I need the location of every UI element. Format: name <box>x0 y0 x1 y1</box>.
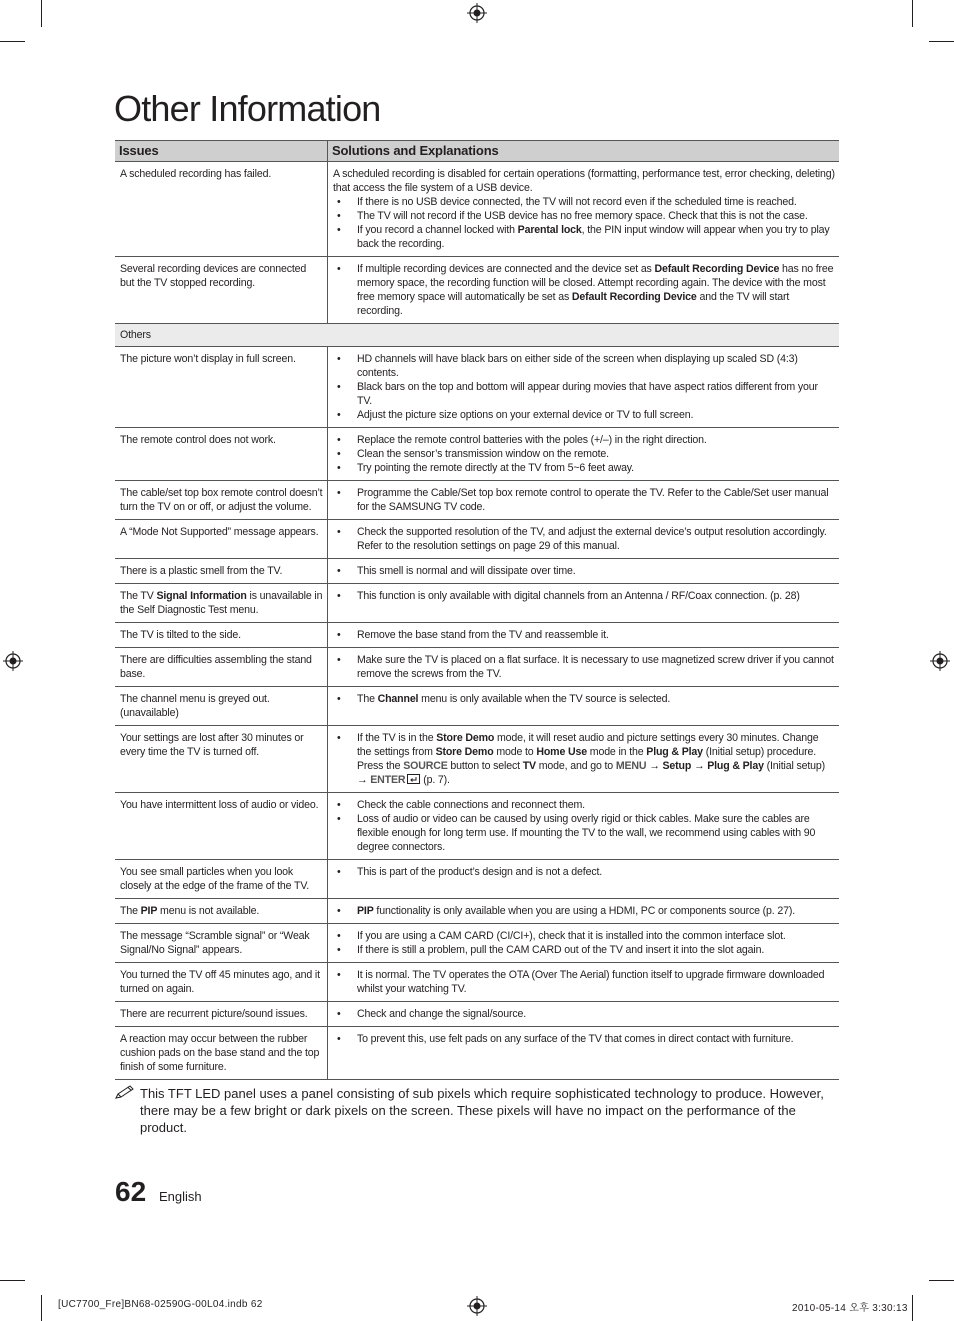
menu-term: Home Use <box>536 746 587 758</box>
footnote-text: This TFT LED panel uses a panel consisting of sub pixels which require sophisticated technology to produce. However, there may be a few bright or dark pixels on the screen. These pixels will have no impact on the performance of the product. <box>140 1086 824 1135</box>
issue-cell: The channel menu is greyed out. (unavailable) <box>115 687 328 726</box>
solution-cell <box>328 257 840 324</box>
menu-term: Channel <box>377 693 419 705</box>
solution-bullet: • Replace the remote control batteries with the poles (+/–) in the right direction. <box>357 433 835 447</box>
solution-cell <box>328 428 840 481</box>
footnote <box>115 1085 839 1136</box>
issue-cell: You turned the TV off 45 minutes ago, and it turned on again. <box>115 963 328 1002</box>
solution-cell <box>328 648 840 687</box>
issue-cell: The remote control does not work. <box>115 428 328 481</box>
issue-cell: The message “Scramble signal” or “Weak Signal/No Signal” appears. <box>115 924 328 963</box>
table-row <box>115 924 839 963</box>
menu-term: Default Recording Device <box>571 291 697 303</box>
table-row <box>115 860 839 899</box>
solution-cell <box>328 347 840 428</box>
solution-list <box>333 904 835 918</box>
solution-cell <box>328 726 840 793</box>
solution-bullet: • The TV will not record if the USB device has no free memory space. Check that this is not the case. <box>357 209 835 223</box>
solution-bullet: • Try pointing the remote directly at the TV from 5~6 feet away. <box>357 461 835 475</box>
crop-mark <box>0 1280 25 1281</box>
menu-term: TV <box>522 760 536 772</box>
header-solutions: Solutions and Explanations <box>328 141 840 162</box>
solution-bullet: • HD channels will have black bars on either side of the screen when displaying up scaled SD (4:3) contents. <box>357 352 835 380</box>
solution-bullet: • If multiple recording devices are connected and the device set as Default Recording Device has no free memory space, the recording function will be closed. Attempt recording again. The device with the most free memory space will automatically be set as Default Recording Device and the TV will start recording. <box>357 262 835 318</box>
menu-term: Store Demo <box>436 732 495 744</box>
solution-cell <box>328 162 840 257</box>
solution-cell <box>328 1027 840 1080</box>
table-row <box>115 623 839 648</box>
solution-list <box>333 195 835 251</box>
solution-list <box>333 486 835 514</box>
solution-bullet: • Check the supported resolution of the TV, and adjust the external device’s output resolution accordingly. Refer to the resolution settings on page 29 of this manual. <box>357 525 835 553</box>
solution-list <box>333 1032 835 1046</box>
enter-icon <box>407 774 420 784</box>
table-row <box>115 726 839 793</box>
crop-mark <box>41 1295 42 1321</box>
crop-mark <box>0 41 25 42</box>
issue-cell: There are recurrent picture/sound issues. <box>115 1002 328 1027</box>
print-date-info: 2010-05-14 오후 3:30:13 <box>792 1303 908 1314</box>
solution-bullet: • Check the cable connections and reconnect them. <box>357 798 835 812</box>
issue-cell: The PIP menu is not available. <box>115 899 328 924</box>
menu-term: Parental lock <box>517 224 582 236</box>
table-row <box>115 1002 839 1027</box>
table-row <box>115 648 839 687</box>
solution-cell <box>328 623 840 648</box>
menu-term: Store Demo <box>435 746 494 758</box>
print-file-info: [UC7700_Fre]BN68-02590G-00L04.indb 62 <box>58 1299 263 1310</box>
solution-list <box>333 628 835 642</box>
crop-mark <box>912 1295 913 1321</box>
solution-bullet: • It is normal. The TV operates the OTA (Over The Aerial) function itself to upgrade firmware downloaded whilst your watching TV. <box>357 968 835 996</box>
page-title: Other Information <box>114 88 381 129</box>
solution-bullet: • Check and change the signal/source. <box>357 1007 835 1021</box>
registration-mark-icon <box>3 651 23 671</box>
solution-bullet: • Loss of audio or video can be caused by using overly rigid or thick cables. Make sure the cables are flexible enough for long term use. If mounting the TV to the wall, we recommend using cables with 90 degree connectors. <box>357 812 835 854</box>
menu-term: PIP <box>357 905 374 917</box>
solution-bullet: • If the TV is in the Store Demo mode, it will reset audio and picture settings every 30 minutes. Change the settings from Store Demo mode to Home Use mode in the Plug & Play (Initial setup) procedure. Press the SOURCE button to select TV mode, and go to MENU → Setup → Plug & Play (Initial setup) → ENTER (p. 7). <box>357 731 835 787</box>
table-row <box>115 793 839 860</box>
section-label: Others <box>115 324 839 347</box>
solution-cell <box>328 963 840 1002</box>
issue-cell: The TV Signal Information is unavailable in the Self Diagnostic Test menu. <box>115 584 328 623</box>
solution-bullet: • PIP functionality is only available when you are using a HDMI, PC or components source (p. 27). <box>357 904 835 918</box>
solution-cell <box>328 687 840 726</box>
solution-cell <box>328 520 840 559</box>
solution-list <box>333 798 835 854</box>
solution-cell <box>328 860 840 899</box>
solution-bullet: • This smell is normal and will dissipate over time. <box>357 564 835 578</box>
registration-mark-icon <box>467 1296 487 1316</box>
section-row-others <box>115 324 839 347</box>
menu-term: Signal Information <box>156 590 247 602</box>
issue-cell: A reaction may occur between the rubber cushion pads on the base stand and the top finish of some furniture. <box>115 1027 328 1080</box>
table-row <box>115 520 839 559</box>
issue-cell: A “Mode Not Supported” message appears. <box>115 520 328 559</box>
solution-bullet: • If you are using a CAM CARD (CI/CI+), check that it is installed into the common interface slot. <box>357 929 835 943</box>
pencil-note-icon <box>115 1085 135 1099</box>
table-row <box>115 481 839 520</box>
menu-term: Plug & Play <box>707 760 764 772</box>
solution-list <box>333 1007 835 1021</box>
solution-list <box>333 929 835 957</box>
issue-cell: A scheduled recording has failed. <box>115 162 328 257</box>
page-number: 62 <box>115 1176 147 1207</box>
registration-mark-icon <box>467 3 487 23</box>
solution-intro: A scheduled recording is disabled for certain operations (formatting, performance test, error checking, deleting) that access the file system of a USB device. <box>333 168 835 194</box>
issue-cell: The picture won’t display in full screen. <box>115 347 328 428</box>
solution-list <box>333 262 835 318</box>
table-row <box>115 899 839 924</box>
solution-cell <box>328 584 840 623</box>
solution-bullet: • To prevent this, use felt pads on any surface of the TV that comes in direct contact with furniture. <box>357 1032 835 1046</box>
issue-cell: You see small particles when you look closely at the edge of the frame of the TV. <box>115 860 328 899</box>
solution-bullet: • If there is no USB device connected, the TV will not record even if the scheduled time is reached. <box>357 195 835 209</box>
table-row <box>115 584 839 623</box>
solution-list <box>333 968 835 996</box>
button-term: MENU <box>615 760 647 772</box>
issue-cell: Your settings are lost after 30 minutes or every time the TV is turned off. <box>115 726 328 793</box>
solution-bullet: • If you record a channel locked with Parental lock, the PIN input window will appear when you try to play back the recording. <box>357 223 835 251</box>
solution-list <box>333 433 835 475</box>
solution-list <box>333 352 835 422</box>
registration-mark-icon <box>930 651 950 671</box>
table-row <box>115 162 839 257</box>
solution-bullet: • Remove the base stand from the TV and reassemble it. <box>357 628 835 642</box>
solution-cell <box>328 793 840 860</box>
solution-cell <box>328 481 840 520</box>
solution-list <box>333 589 835 603</box>
table-row <box>115 687 839 726</box>
table-row <box>115 1027 839 1080</box>
solution-bullet: • Clean the sensor’s transmission window on the remote. <box>357 447 835 461</box>
solution-bullet: • Black bars on the top and bottom will appear during movies that have aspect ratios different from your TV. <box>357 380 835 408</box>
menu-term: PIP <box>140 905 158 917</box>
solution-cell <box>328 924 840 963</box>
menu-term: Default Recording Device <box>654 263 780 275</box>
issue-cell: There is a plastic smell from the TV. <box>115 559 328 584</box>
solution-list <box>333 653 835 681</box>
troubleshooting-table <box>115 140 839 1080</box>
header-issues: Issues <box>115 141 328 162</box>
crop-mark <box>41 0 42 27</box>
button-term: SOURCE <box>403 760 448 772</box>
solution-cell <box>328 559 840 584</box>
table-row <box>115 347 839 428</box>
solution-bullet: • Make sure the TV is placed on a flat surface. It is necessary to use magnetized screw driver if you cannot remove the screws from the TV. <box>357 653 835 681</box>
issue-cell: The cable/set top box remote control doesn’t turn the TV on or off, or adjust the volume. <box>115 481 328 520</box>
table-row <box>115 963 839 1002</box>
solution-cell <box>328 899 840 924</box>
issue-cell: The TV is tilted to the side. <box>115 623 328 648</box>
crop-mark <box>929 1280 954 1281</box>
solution-list <box>333 564 835 578</box>
table-row <box>115 559 839 584</box>
solution-bullet: • Adjust the picture size options on your external device or TV to full screen. <box>357 408 835 422</box>
table-row <box>115 257 839 324</box>
solution-bullet: • This function is only available with digital channels from an Antenna / RF/Coax connection. (p. 28) <box>357 589 835 603</box>
issue-cell: There are difficulties assembling the stand base. <box>115 648 328 687</box>
solution-list <box>333 525 835 553</box>
solution-bullet: • This is part of the product’s design and is not a defect. <box>357 865 835 879</box>
solution-bullet: • Programme the Cable/Set top box remote control to operate the TV. Refer to the Cable/Set user manual for the SAMSUNG TV code. <box>357 486 835 514</box>
button-term: ENTER <box>370 774 406 786</box>
page-language: English <box>159 1189 202 1204</box>
menu-term: Setup <box>662 760 692 772</box>
crop-mark <box>912 0 913 27</box>
table-row <box>115 428 839 481</box>
crop-mark <box>929 41 954 42</box>
menu-term: Plug & Play <box>646 746 703 758</box>
solution-bullet: • The Channel menu is only available when the TV source is selected. <box>357 692 835 706</box>
issue-cell: Several recording devices are connected but the TV stopped recording. <box>115 257 328 324</box>
solution-list <box>333 692 835 706</box>
solution-list <box>333 865 835 879</box>
table-header-row <box>115 141 839 162</box>
solution-cell <box>328 1002 840 1027</box>
issue-cell: You have intermittent loss of audio or video. <box>115 793 328 860</box>
solution-bullet: • If there is still a problem, pull the CAM CARD out of the TV and insert it into the slot again. <box>357 943 835 957</box>
solution-list <box>333 731 835 787</box>
